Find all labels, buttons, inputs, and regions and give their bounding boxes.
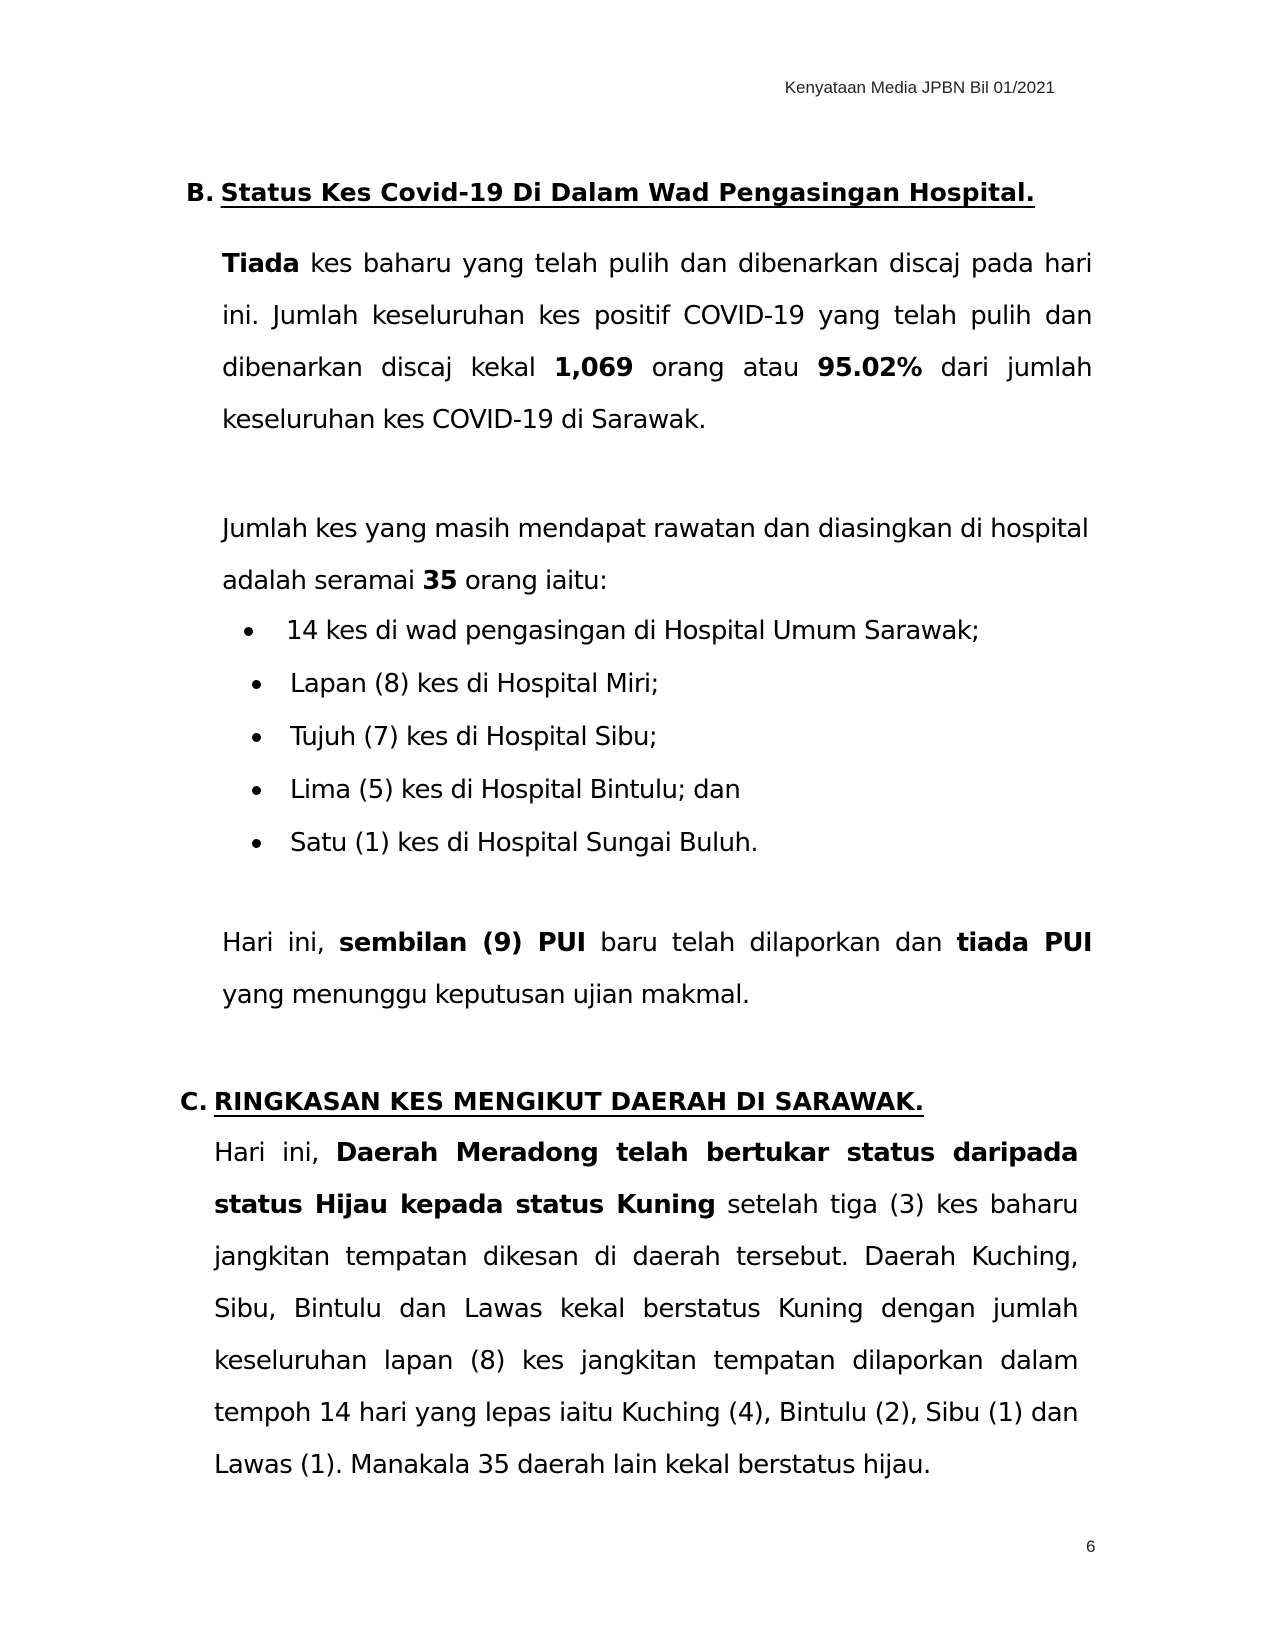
page-number: 6 <box>1086 1537 1096 1556</box>
recovered-text-3: dari jumlah keseluruhan kes COVID-19 di Sarawak. <box>222 353 1093 435</box>
district-status-change: Daerah Meradong telah bertukar status daripada status Hijau kepada status Kuning <box>214 1138 1078 1220</box>
hospital-text-2: orang iaitu: <box>457 566 608 596</box>
hospital-count: 35 <box>422 566 458 596</box>
document-reference: Kenyataan Media JPBN Bil 01/2021 <box>784 78 1055 97</box>
district-text-1: Hari ini, <box>214 1138 336 1168</box>
hospital-list <box>240 605 979 870</box>
bullet-icon <box>252 786 261 795</box>
recovered-percentage: 95.02% <box>817 353 922 383</box>
bullet-icon <box>252 733 261 742</box>
list-item-text: Lima (5) kes di Hospital Bintulu; dan <box>290 775 741 805</box>
pui-text-1: Hari ini, <box>222 928 339 958</box>
list-item <box>240 711 979 764</box>
recovered-lead: Tiada <box>222 249 300 279</box>
list-item-text: Tujuh (7) kes di Hospital Sibu; <box>290 722 658 752</box>
bullet-icon <box>244 627 253 636</box>
hospital-cases-paragraph <box>222 503 1092 607</box>
list-item-text: 14 kes di wad pengasingan di Hospital Umum Sarawak; <box>286 616 980 646</box>
recovered-cases-paragraph <box>222 238 1092 446</box>
recovered-count: 1,069 <box>553 353 634 383</box>
bullet-icon <box>252 680 261 689</box>
list-item <box>240 817 979 870</box>
recovered-text-2: orang atau <box>633 353 818 383</box>
list-item <box>240 658 979 711</box>
pui-paragraph <box>222 917 1092 1021</box>
list-item-text: Satu (1) kes di Hospital Sungai Buluh. <box>290 828 759 858</box>
pui-text-2: baru telah dilaporkan dan <box>585 928 957 958</box>
section-c-title: RINGKASAN KES MENGIKUT DAERAH DI SARAWAK. <box>213 1087 925 1116</box>
hospital-text-1: Jumlah kes yang masih mendapat rawatan dan diasingkan di hospital adalah seramai <box>222 514 1089 596</box>
section-c-letter: C. <box>180 1087 208 1116</box>
recovered-text-1: kes baharu yang telah pulih dan dibenarkan discaj pada hari ini. Jumlah keseluruhan kes positif COVID-19 yang telah pulih dan dibenarkan discaj kekal <box>222 249 1092 383</box>
section-c-heading <box>180 1087 924 1117</box>
district-summary-paragraph <box>214 1127 1078 1491</box>
section-b-title: Status Kes Covid-19 Di Dalam Wad Pengasingan Hospital. <box>220 178 1036 207</box>
bullet-icon <box>252 839 261 848</box>
district-text-2: setelah tiga (3) kes baharu jangkitan tempatan dikesan di daerah tersebut. Daerah Kuching, Sibu, Bintulu dan Lawas kekal berstatus Kuning dengan jumlah keseluruhan lapan (8) kes jangkitan tempatan dilaporkan dalam tempoh 14 hari yang lepas iaitu Kuching (4), Bintulu (2), Sibu (1) dan Lawas (1). Manakala 35 daerah lain kekal berstatus hijau. <box>214 1190 1078 1480</box>
pui-new-count: sembilan (9) PUI <box>338 928 586 958</box>
list-item <box>240 764 979 817</box>
section-b-letter: B. <box>186 178 215 207</box>
pui-text-3: yang menunggu keputusan ujian makmal. <box>222 980 750 1010</box>
list-item <box>240 605 979 658</box>
list-item-text: Lapan (8) kes di Hospital Miri; <box>290 669 659 699</box>
pui-pending: tiada PUI <box>956 928 1092 958</box>
section-b-heading <box>186 178 1035 208</box>
